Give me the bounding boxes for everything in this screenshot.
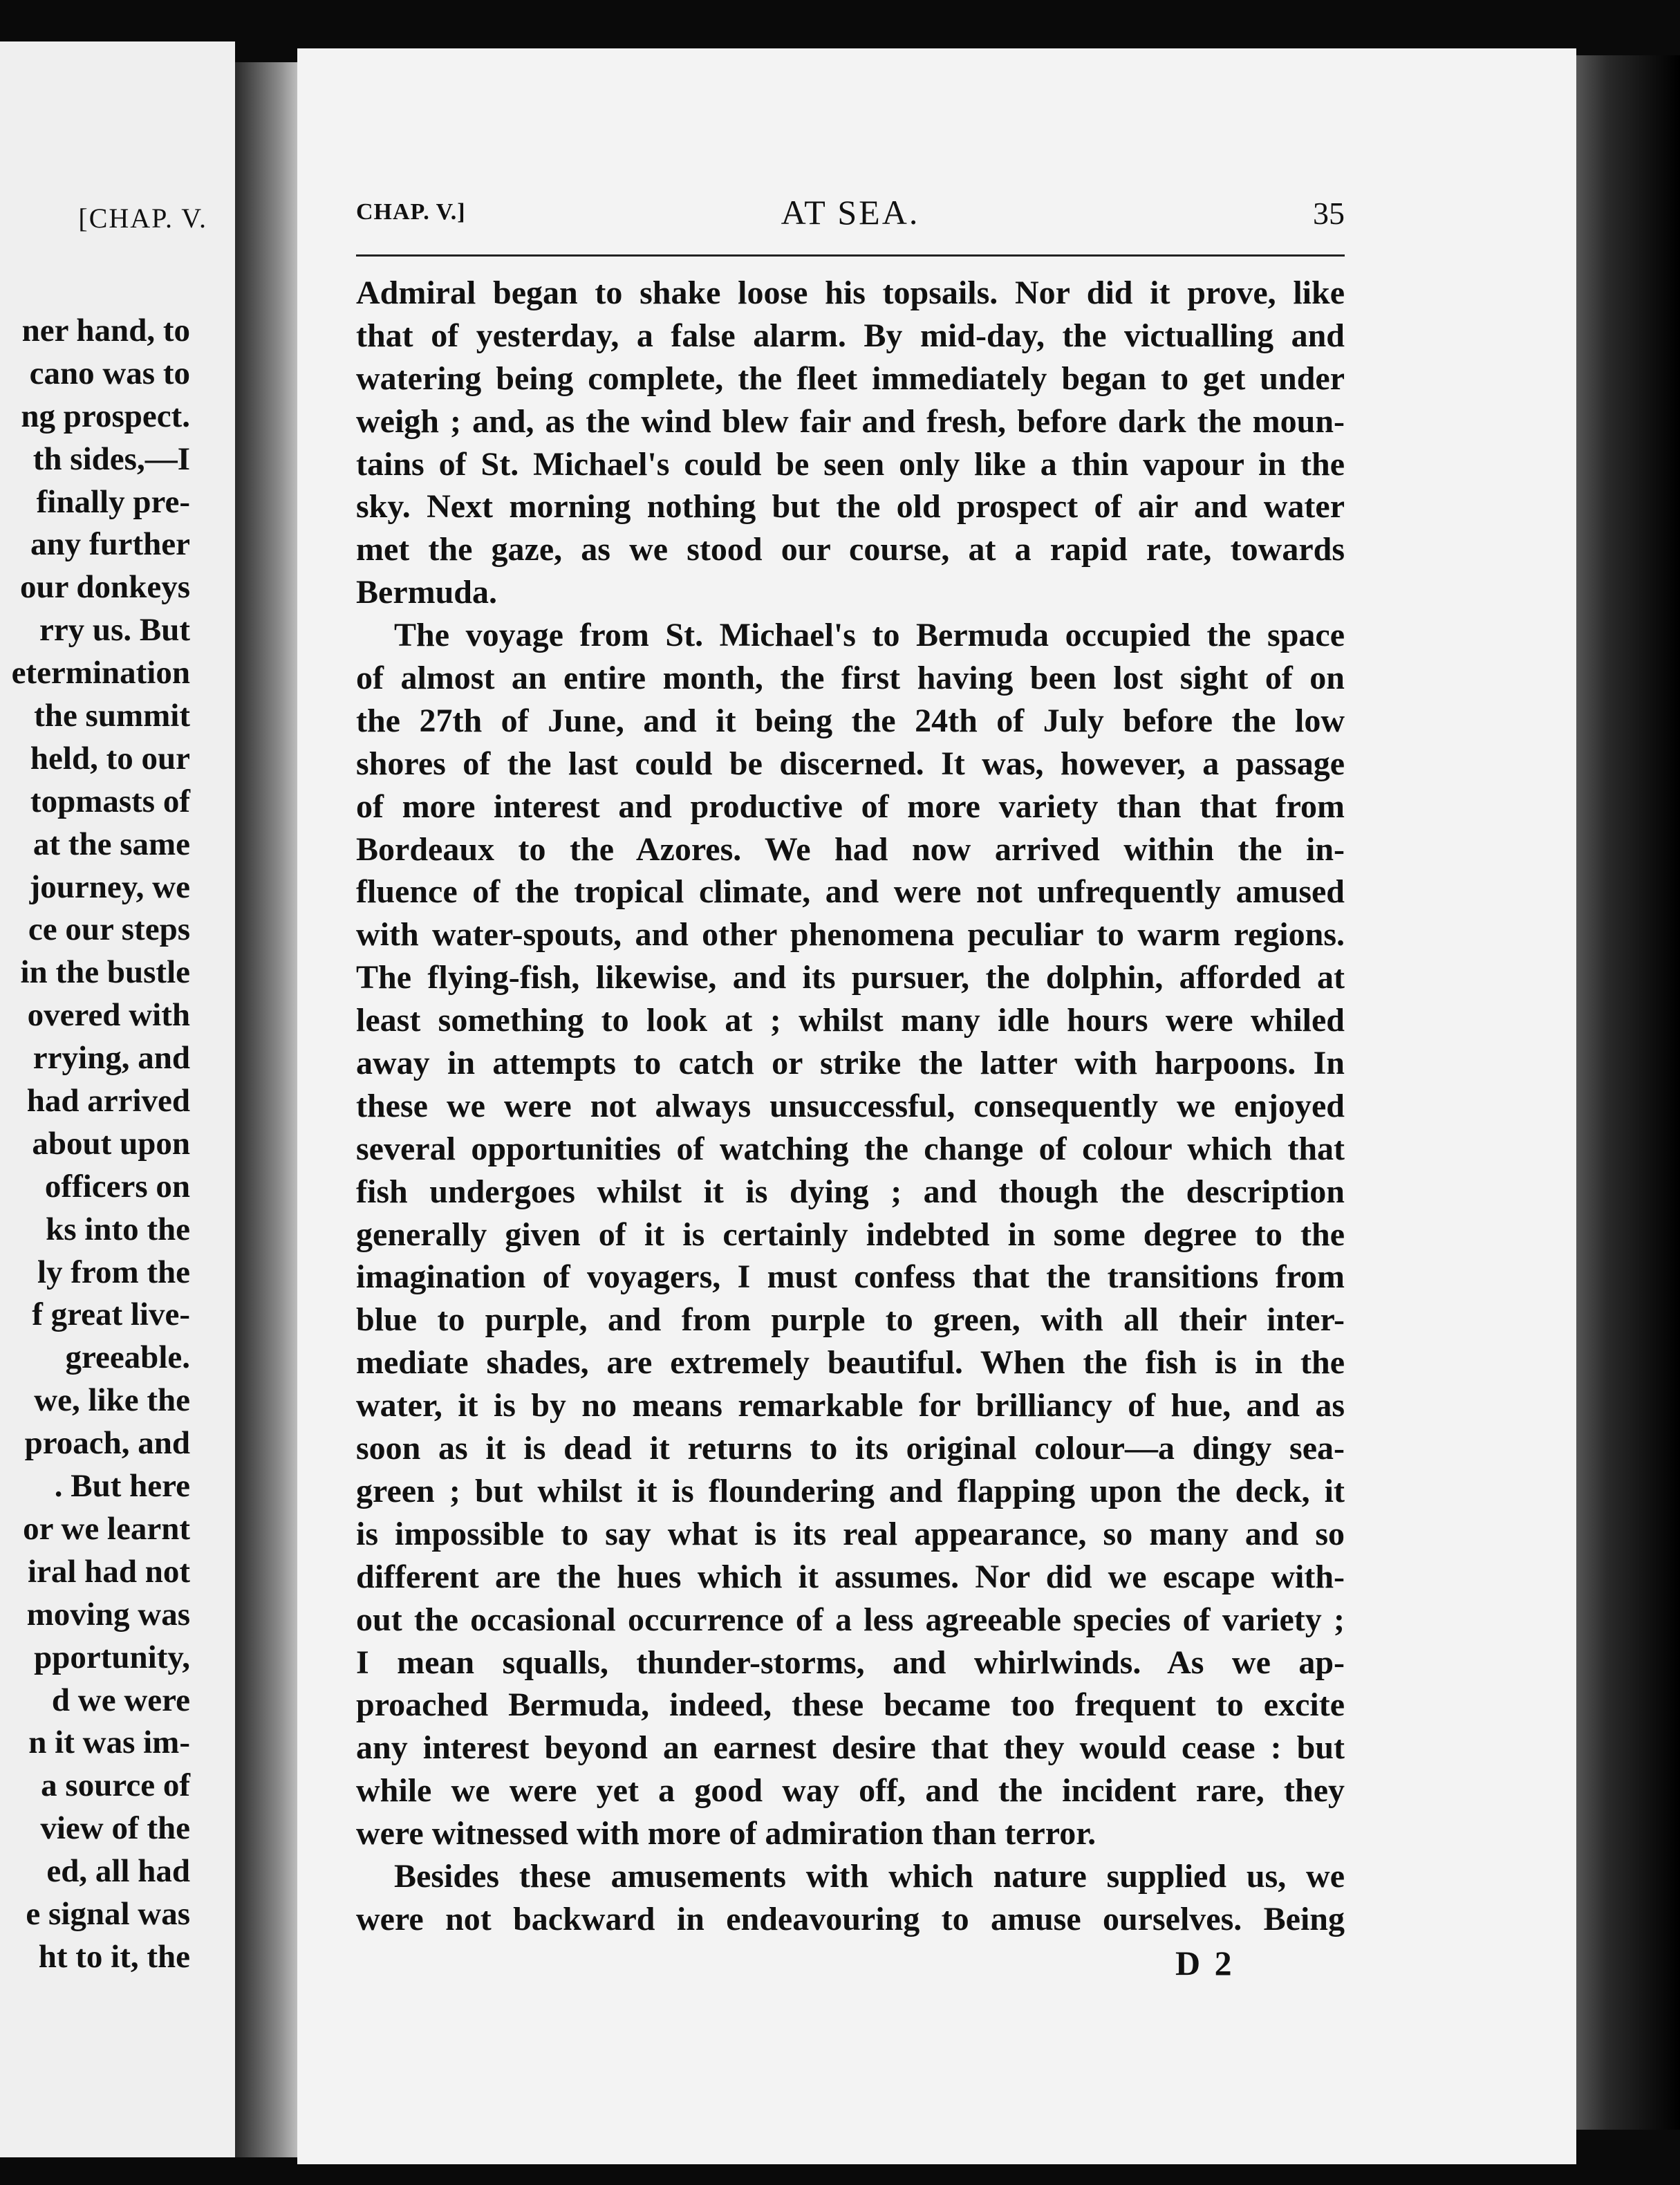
text-line: out the occasional occurrence of a less agreeable species of variety ;: [356, 1601, 1345, 1638]
text-line: while we were yet a good way off, and the incident rare, they: [356, 1772, 1345, 1810]
text-line: were witnessed with more of admiration than terror.: [356, 1815, 1096, 1852]
left-page-line: any further: [30, 526, 190, 563]
book-gutter: [235, 62, 297, 2157]
text-line: The flying-fish, likewise, and its pursuer, the dolphin, afforded at: [356, 959, 1345, 996]
text-line: soon as it is dead it returns to its original colour—a dingy sea-: [356, 1430, 1345, 1467]
text-line: is impossible to say what is its real appearance, so many and so: [356, 1515, 1345, 1552]
text-line: of almost an entire month, the first having been lost sight of on: [356, 660, 1345, 697]
left-page-line: rry us. But: [39, 612, 190, 649]
left-page-line: held, to our: [30, 740, 190, 777]
chapter-label: CHAP. V.]: [356, 199, 466, 225]
text-line: any interest beyond an earnest desire that they would cease : but: [356, 1729, 1345, 1767]
left-page-line: in the bustle: [20, 954, 190, 991]
paragraph: [356, 272, 1345, 614]
left-page-line: at the same: [32, 826, 190, 862]
left-page-line: overed with: [27, 997, 190, 1034]
left-page-line: iral had not: [27, 1553, 190, 1590]
left-page-line: e signal was: [26, 1895, 190, 1932]
left-page-line: f great live-: [32, 1296, 190, 1333]
left-page: [0, 41, 235, 2157]
text-line: different are the hues which it assumes. Nor did we escape with-: [356, 1558, 1345, 1595]
left-page-line: a source of: [41, 1767, 190, 1804]
text-line: these we were not always unsuccessful, consequently we enjoyed: [356, 1087, 1345, 1124]
text-line: several opportunities of watching the change of colour which that: [356, 1130, 1345, 1167]
left-page-line: the summit: [34, 698, 190, 734]
text-line: mediate shades, are extremely beautiful. When the fish is in the: [356, 1344, 1345, 1382]
left-page-line: ks into the: [46, 1211, 190, 1247]
left-page-line: proach, and: [24, 1425, 190, 1462]
text-line: proached Bermuda, indeed, these became too frequent to excite: [356, 1686, 1345, 1724]
running-header: [356, 193, 1345, 241]
text-line: fluence of the tropical climate, and were not unfrequently amused: [356, 873, 1345, 911]
text-line: least something to look at ; whilst many idle hours were whiled: [356, 1002, 1345, 1039]
text-line: weigh ; and, as the wind blew fair and fresh, before dark the moun-: [356, 402, 1345, 440]
left-page-line: topmasts of: [30, 783, 190, 819]
left-page-line: ht to it, the: [38, 1938, 190, 1975]
left-page-line: view of the: [40, 1810, 190, 1847]
left-page-line: about upon: [32, 1125, 190, 1162]
text-line: that of yesterday, a false alarm. By mid-day, the victualling and: [356, 317, 1345, 354]
text-line: water, it is by no means remarkable for brilliancy of hue, and as: [356, 1387, 1345, 1424]
left-page-line: moving was: [26, 1596, 190, 1633]
text-line: I mean squalls, thunder-storms, and whirlwinds. As we ap-: [356, 1644, 1345, 1681]
text-line: green ; but whilst it is floundering and flapping upon the deck, it: [356, 1472, 1345, 1509]
running-title: AT SEA.: [781, 193, 920, 232]
text-line: away in attempts to catch or strike the latter with harpoons. In: [356, 1045, 1345, 1082]
left-page-line: had arrived: [26, 1083, 190, 1119]
text-line: blue to purple, and from purple to green, with all their inter-: [356, 1301, 1345, 1339]
text-line: Bordeaux to the Azores. We had now arrived within the in-: [356, 830, 1345, 868]
left-page-line: ng prospect.: [21, 398, 190, 434]
left-page-line: journey, we: [29, 868, 190, 905]
left-page-line: th sides,—I: [32, 440, 190, 477]
left-page-line: ed, all had: [46, 1853, 190, 1890]
text-line: watering being complete, the fleet immediately began to get under: [356, 360, 1345, 397]
text-line: fish undergoes whilst it is dying ; and though the description: [356, 1173, 1345, 1210]
left-page-line: rrying, and: [32, 1040, 190, 1077]
text-line: The voyage from St. Michael's to Bermuda occupied the space: [394, 617, 1345, 654]
text-line: generally given of it is certainly indebted in some degree to the: [356, 1216, 1345, 1253]
left-page-line: our donkeys: [20, 569, 190, 606]
left-page-line: n it was im-: [28, 1724, 190, 1761]
page-number: 35: [1313, 196, 1345, 231]
left-page-line: etermination: [11, 655, 190, 691]
text-line: Bermuda.: [356, 574, 497, 611]
text-line: the 27th of June, and it being the 24th of July before the low: [356, 702, 1345, 739]
left-page-line: pportunity,: [34, 1639, 190, 1675]
paragraph: [356, 1855, 1345, 1941]
text-line: of more interest and productive of more variety than that from: [356, 788, 1345, 825]
text-line: sky. Next morning nothing but the old prospect of air and water: [356, 488, 1345, 526]
body-text: [356, 272, 1345, 1941]
left-page-line: or we learnt: [23, 1510, 190, 1547]
left-page-line: finally pre-: [36, 483, 190, 520]
text-line: were not backward in endeavouring to amuse ourselves. Being: [356, 1900, 1345, 1937]
page-edges: [1576, 55, 1680, 2130]
text-line: met the gaze, as we stood our course, at a rapid rate, towards: [356, 531, 1345, 568]
left-page-line: . But here: [54, 1468, 190, 1505]
left-page-line: ly from the: [37, 1254, 190, 1290]
header-rule: [356, 254, 1345, 257]
left-page-line: cano was to: [29, 355, 190, 391]
left-page-line: greeable.: [65, 1339, 190, 1376]
left-page-text: [0, 310, 190, 1979]
signature-mark: D 2: [1175, 1944, 1235, 1982]
text-line: tains of St. Michael's could be seen only like a thin vapour in the: [356, 445, 1345, 483]
left-page-line: ce our steps: [28, 911, 190, 948]
left-page-line: ner hand, to: [21, 313, 190, 348]
text-line: shores of the last could be discerned. It was, however, a passage: [356, 745, 1345, 782]
left-page-line: d we were: [51, 1682, 190, 1718]
text-line: imagination of voyagers, I must confess that the transitions from: [356, 1258, 1345, 1296]
text-line: with water-spouts, and other phenomena peculiar to warm regions.: [356, 916, 1345, 954]
text-line: Besides these amusements with which nature supplied us, we: [394, 1857, 1345, 1895]
left-page-line: officers on: [44, 1168, 190, 1205]
paragraph: [356, 614, 1345, 1855]
text-line: Admiral began to shake loose his topsails. Nor did it prove, like: [356, 275, 1345, 311]
left-page-line: we, like the: [34, 1382, 190, 1419]
left-running-header: [CHAP. V.: [78, 203, 207, 234]
